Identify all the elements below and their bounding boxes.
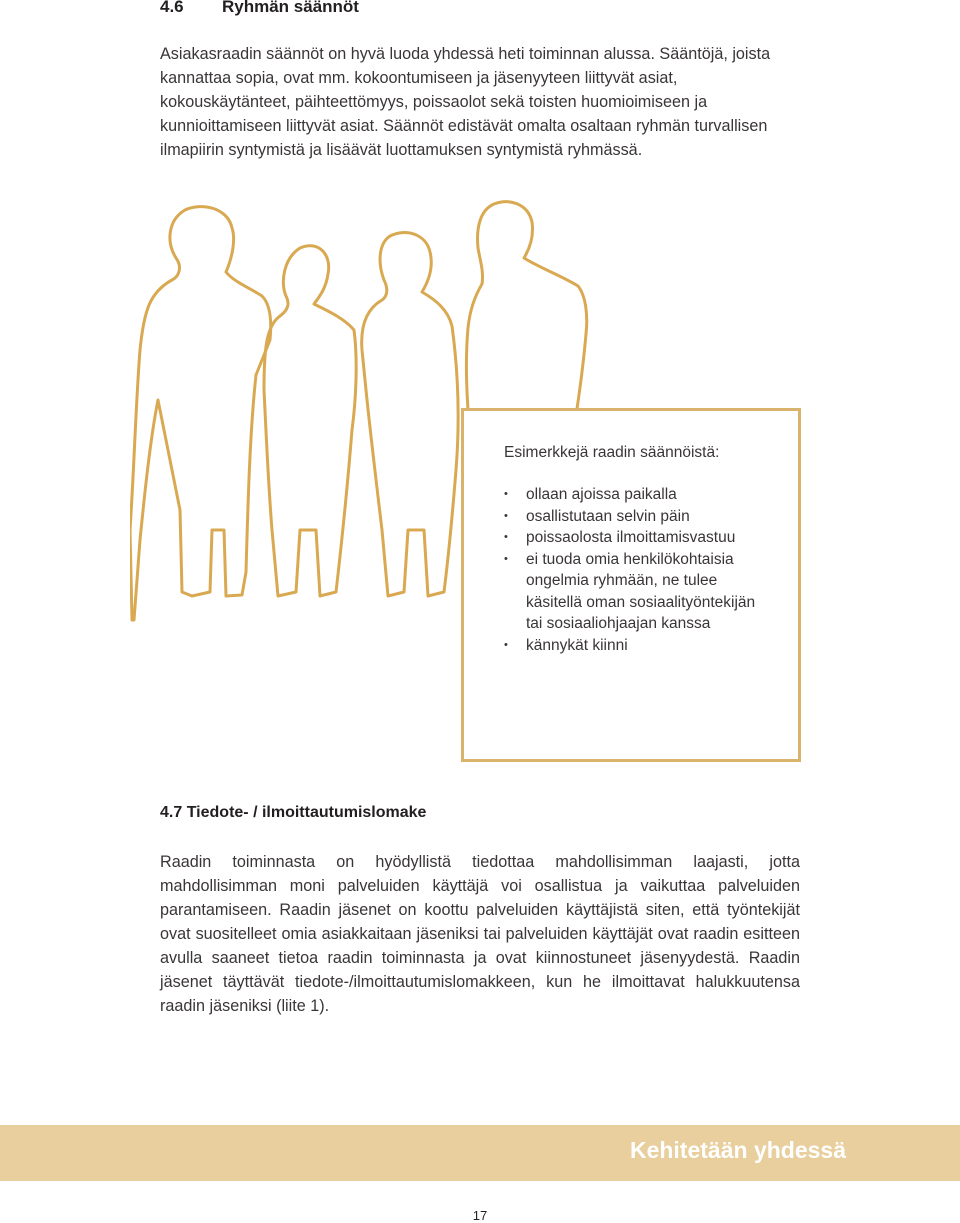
rule-item: • osallistutaan selvin päin bbox=[504, 506, 764, 528]
section-number: 4.6 bbox=[160, 0, 184, 16]
rule-item: • poissaolosta ilmoittamisvastuu bbox=[504, 527, 764, 549]
rule-item: • ollaan ajoissa paikalla bbox=[504, 484, 764, 506]
section-4-7-heading: 4.7 Tiedote- / ilmoittautumislomake bbox=[160, 804, 427, 821]
section-title: Ryhmän säännöt bbox=[222, 0, 359, 16]
rule-item: • ei tuoda omia henkilökohtaisia ongelmia ryhmään, ne tulee käsitellä oman sosiaalityöntekijän tai sosiaaliohjaajan kanssa bbox=[504, 549, 764, 635]
section-4-6-heading bbox=[160, 0, 359, 17]
rules-example-box bbox=[461, 408, 801, 762]
footer-band bbox=[0, 1125, 960, 1181]
rule-item: • kännykät kiinni bbox=[504, 635, 764, 657]
footer-brand-text: Kehitetään yhdessä bbox=[629, 1137, 846, 1163]
page-number: 17 bbox=[472, 1208, 488, 1223]
rules-list bbox=[504, 484, 764, 656]
rules-box-title: Esimerkkejä raadin säännöistä: bbox=[504, 444, 720, 461]
section-4-7-paragraph: Raadin toiminnasta on hyödyllistä tiedottaa mahdollisimman laajasti, jotta mahdollisimman moni palveluiden käyttäjä voi osallistua ja vaikuttaa palveluiden parantamiseen. Raadin jäsenet on koottu palveluiden käyttäjistä siten, että työntekijät ovat suositelleet omia asiakkaitaan jäseniksi tai palveluiden käyttäjät ovat raadin esitteen avulla saaneet tietoa raadin toiminnasta ja ovat kiinnostuneet jäsenyydestä. Raadin jäsenet täyttävät tiedote-/ilmoittautumislomakkeen, kun he ilmoittavat halukkuutensa raadin jäseniksi (liite 1). bbox=[160, 853, 800, 1015]
section-4-6-paragraph: Asiakasraadin säännöt on hyvä luoda yhdessä heti toiminnan alussa. Sääntöjä, joista kannattaa sopia, ovat mm. kokoontumiseen ja jäsenyyteen liittyvät asiat, kokouskäytänteet, päihteettömyys, poissaolot sekä toisten huomioimiseen ja kunnioittamiseen liittyvät asiat. Säännöt edistävät omalta osaltaan ryhmän turvallisen ilmapiirin syntymistä ja lisäävät luottamuksen syntymistä ryhmässä. bbox=[160, 45, 771, 159]
